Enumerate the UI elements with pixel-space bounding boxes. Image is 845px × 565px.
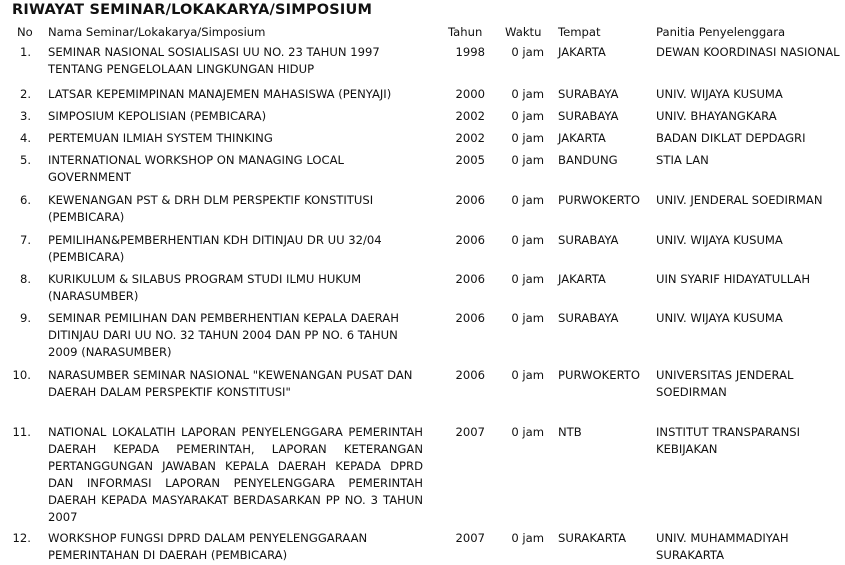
row-organizer: UNIV. JENDERAL SOEDIRMAN <box>656 193 823 207</box>
row-time: 0 jam <box>511 272 544 286</box>
row-year: 2007 <box>455 425 485 439</box>
row-place: SURABAYA <box>558 233 619 247</box>
row-year: 2007 <box>455 531 485 545</box>
row-organizer: UNIV. MUHAMMADIYAH SURAKARTA <box>656 531 789 562</box>
row-organizer: DEWAN KOORDINASI NASIONAL <box>656 45 840 59</box>
row-no: 6. <box>19 193 31 207</box>
row-no: 8. <box>19 272 31 286</box>
row-organizer: UNIV. BHAYANGKARA <box>656 109 777 123</box>
row-name: SIMPOSIUM KEPOLISIAN (PEMBICARA) <box>48 109 267 123</box>
row-organizer: UIN SYARIF HIDAYATULLAH <box>656 272 811 286</box>
row-time: 0 jam <box>511 425 544 439</box>
row-no: 3. <box>19 109 31 123</box>
row-name: SEMINAR NASIONAL SOSIALISASI UU NO. 23 TAHUN 1997 TENTANG PENGELOLAAN LINGKUNGAN HIDUP <box>48 45 380 76</box>
row-name: KEWENANGAN PST & DRH DLM PERSPEKTIF KONSTITUSI (PEMBICARA) <box>48 193 374 224</box>
row-name: KURIKULUM & SILABUS PROGRAM STUDI ILMU HUKUM (NARASUMBER) <box>48 272 362 303</box>
row-time: 0 jam <box>511 531 544 545</box>
header-name: Nama Seminar/Lokakarya/Simposium <box>48 25 266 39</box>
row-name: NARASUMBER SEMINAR NASIONAL "KEWENANGAN PUSAT DAN DAERAH DALAM PERSPEKTIF KONSTITUSI" <box>48 368 413 399</box>
row-time: 0 jam <box>511 87 544 101</box>
row-place: JAKARTA <box>558 45 606 59</box>
row-time: 0 jam <box>511 368 544 382</box>
row-year: 2006 <box>455 193 485 207</box>
row-organizer: INSTITUT TRANSPARANSI KEBIJAKAN <box>656 425 801 456</box>
row-organizer: UNIVERSITAS JENDERAL SOEDIRMAN <box>656 368 794 399</box>
row-no: 9. <box>19 311 31 325</box>
header-time: Waktu <box>505 25 542 39</box>
row-no: 10. <box>12 368 31 382</box>
row-no: 4. <box>19 131 31 145</box>
row-name: SEMINAR PEMILIHAN DAN PEMBERHENTIAN KEPALA DAERAH DITINJAU DARI UU NO. 32 TAHUN 2004 DAN PP NO. 6 TAHUN 2009 (NARASUMBER) <box>48 311 399 359</box>
header-organizer: Panitia Penyelenggara <box>656 25 786 39</box>
row-time: 0 jam <box>511 45 544 59</box>
row-name: WORKSHOP FUNGSI DPRD DALAM PENYELENGGARAAN PEMERINTAHAN DI DAERAH (PEMBICARA) <box>48 531 368 562</box>
row-year: 2002 <box>455 109 485 123</box>
row-name: INTERNATIONAL WORKSHOP ON MANAGING LOCAL GOVERNMENT <box>48 153 344 184</box>
row-time: 0 jam <box>511 311 544 325</box>
row-year: 2005 <box>455 153 485 167</box>
row-name: LATSAR KEPEMIMPINAN MANAJEMEN MAHASISWA (PENYAJI) <box>48 87 392 101</box>
row-year: 2006 <box>455 233 485 247</box>
row-place: SURABAYA <box>558 87 619 101</box>
row-no: 2. <box>19 87 31 101</box>
row-name: NATIONAL LOKALATIH LAPORAN PENYELENGGARA PEMERINTAH DAERAH KEPADA PEMERINTAH, LAPORAN KETERANGAN PERTANGGUNGAN JAWABAN KEPALA DAERAH KEPADA DPRD DAN INFORMASI LAPORAN PENYELENGGARA PEMERINTAH DAERAH KEPADA MASYARAKAT BERDASARKAN PP NO. 3 TAHUN 2007 <box>48 425 423 524</box>
row-time: 0 jam <box>511 109 544 123</box>
row-time: 0 jam <box>511 131 544 145</box>
row-organizer: UNIV. WIJAYA KUSUMA <box>656 87 783 101</box>
row-no: 1. <box>19 45 31 59</box>
row-place: BANDUNG <box>558 153 618 167</box>
row-organizer: BADAN DIKLAT DEPDAGRI <box>656 131 806 145</box>
row-place: NTB <box>558 425 582 439</box>
row-place: JAKARTA <box>558 131 606 145</box>
row-no: 12. <box>12 531 31 545</box>
row-organizer: UNIV. WIJAYA KUSUMA <box>656 311 783 325</box>
row-name: PERTEMUAN ILMIAH SYSTEM THINKING <box>48 131 273 145</box>
row-organizer: STIA LAN <box>656 153 709 167</box>
row-year: 2006 <box>455 311 485 325</box>
row-year: 2006 <box>455 368 485 382</box>
row-place: SURAKARTA <box>558 531 627 545</box>
row-place: SURABAYA <box>558 311 619 325</box>
row-place: JAKARTA <box>558 272 606 286</box>
row-place: PURWOKERTO <box>558 193 640 207</box>
header-year: Tahun <box>448 25 483 39</box>
row-year: 2006 <box>455 272 485 286</box>
row-year: 2000 <box>455 87 485 101</box>
row-no: 5. <box>19 153 31 167</box>
page-title: RIWAYAT SEMINAR/LOKAKARYA/SIMPOSIUM <box>12 2 373 18</box>
header-no: No <box>17 25 33 39</box>
row-no: 11. <box>12 425 31 439</box>
row-place: PURWOKERTO <box>558 368 640 382</box>
header-place: Tempat <box>558 25 601 39</box>
row-year: 2002 <box>455 131 485 145</box>
row-place: SURABAYA <box>558 109 619 123</box>
row-year: 1998 <box>455 45 485 59</box>
row-time: 0 jam <box>511 193 544 207</box>
row-name: PEMILIHAN&PEMBERHENTIAN KDH DITINJAU DR UU 32/04 (PEMBICARA) <box>48 233 382 264</box>
row-organizer: UNIV. WIJAYA KUSUMA <box>656 233 783 247</box>
row-no: 7. <box>19 233 31 247</box>
row-time: 0 jam <box>511 233 544 247</box>
row-time: 0 jam <box>511 153 544 167</box>
